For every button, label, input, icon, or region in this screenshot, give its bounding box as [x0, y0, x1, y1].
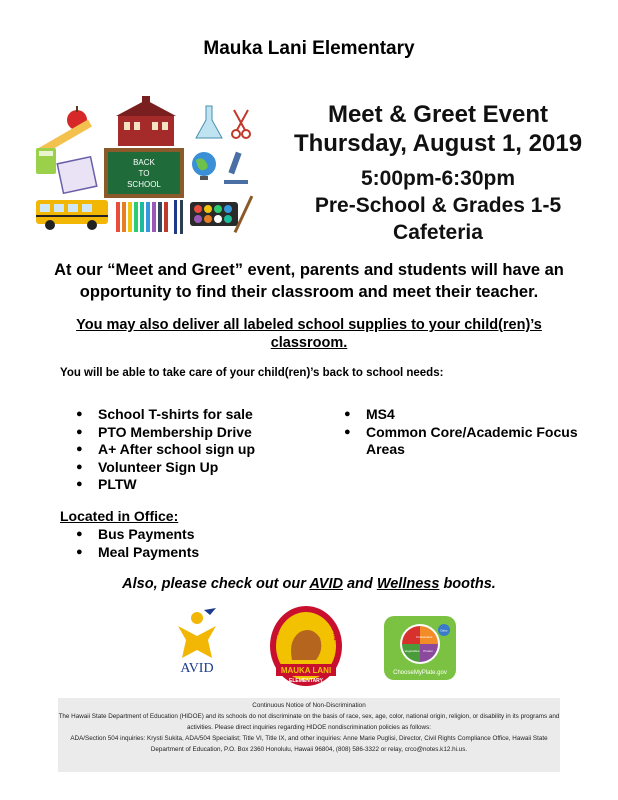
needs-intro: You will be able to take care of your child(ren)’s back to school needs: [60, 367, 444, 379]
myplate-group-grains: Grains [423, 635, 433, 639]
notice-contacts: ADA/Section 504 inquiries: Krysti Sukita, ADA/504 Specialist; Title VI, Title IX, and other inquiries: Anne Marie Puglisi, Director, Civil Rights Compliance Office, Hawaii State Department of Education, P.O. Box 2360 Honolulu, Hawaii 96804, (808) 586-3322 or relay, crco@notes.k12.hi.us. [70, 735, 548, 753]
colored-pencils-icon [116, 202, 168, 232]
myplate-group-fruits: Fruits [416, 635, 424, 639]
avid-logo-text: AVID [180, 661, 214, 676]
microscope-icon [224, 152, 248, 184]
list-item: ● Common Core/Academic Focus Areas [344, 424, 584, 459]
list-item: ● Bus Payments [76, 526, 199, 544]
event-details [268, 100, 608, 246]
booths-suffix: booths. [439, 576, 496, 592]
office-list [76, 526, 199, 561]
scissors-icon [232, 110, 250, 138]
globe-icon [192, 152, 216, 180]
school-bus-icon [36, 200, 108, 230]
myplate-group-protein: Protein [423, 649, 433, 653]
event-location: Cafeteria [393, 221, 483, 244]
list-item: ● Meal Payments [76, 544, 199, 562]
needs-list-right [344, 406, 584, 459]
booths-prefix: Also, please check out our [122, 576, 310, 592]
event-date: Thursday, August 1, 2019 [293, 130, 583, 157]
event-time: 5:00pm-6:30pm [360, 167, 516, 190]
school-building-icon [116, 96, 176, 146]
myplate-group-vegetables: Vegetables [404, 649, 420, 653]
mauka-logo-arc-text: Where Excellence Leads the Wa [274, 607, 339, 641]
booths-note [0, 576, 618, 592]
back-to-school-clipart [34, 96, 262, 242]
event-grades: Pre-School & Grades 1-5 [314, 194, 562, 217]
wellness-booth-link: Wellness [376, 576, 440, 592]
chalkboard-icon [104, 148, 184, 198]
mauka-logo-name: MAUKA LANI [280, 666, 332, 675]
myplate-logo [384, 616, 456, 680]
avid-booth-link: AVID [309, 576, 343, 592]
booths-middle: and [342, 576, 377, 592]
notice-body: The Hawaii State Department of Education (HIDOE) and its schools do not discriminate on the basis of race, sex, age, color, national origin, religion, or disability in its programs and activities. Please direct inquiries regarding HIDOE nondiscrimination policies as follows: [58, 713, 560, 731]
list-item: ● MS4 [344, 406, 584, 424]
notebook-icon [57, 157, 96, 193]
list-item: ● PTO Membership Drive [76, 424, 255, 442]
office-heading: Located in Office: [60, 508, 179, 524]
mauka-logo-sub: ELEMENTARY [289, 678, 323, 684]
myplate-logo-text: ChooseMyPlate.gov [393, 670, 447, 676]
list-item: ● Volunteer Sign Up [76, 459, 255, 477]
chalkboard-text-3: SCHOOL [127, 180, 161, 189]
school-name-heading: Mauka Lani Elementary [203, 38, 415, 59]
paint-palette-icon [190, 202, 238, 226]
list-item: ● PLTW [76, 476, 255, 494]
notice-title: Continuous Notice of Non-Discrimination [252, 702, 366, 709]
chalkboard-text-1: BACK [133, 158, 155, 167]
list-item: ● School T-shirts for sale [76, 406, 255, 424]
pens-icon [174, 200, 183, 234]
flask-icon [196, 106, 222, 138]
list-item: ● A+ After school sign up [76, 441, 255, 459]
intro-paragraph: At our “Meet and Greet” event, parents and students will have an opportunity to find their classroom and meet their teacher. [54, 261, 564, 301]
myplate-group-dairy: Dairy [440, 628, 448, 633]
needs-list-left [76, 406, 255, 494]
deliver-supplies-note: You may also deliver all labeled school supplies to your child(ren)’s classroom. [76, 317, 542, 351]
mauka-lani-logo [266, 604, 346, 690]
event-title: Meet & Greet Event [327, 101, 549, 128]
avid-logo [168, 606, 226, 678]
chalkboard-text-2: TO [138, 169, 150, 178]
non-discrimination-notice [58, 698, 560, 772]
